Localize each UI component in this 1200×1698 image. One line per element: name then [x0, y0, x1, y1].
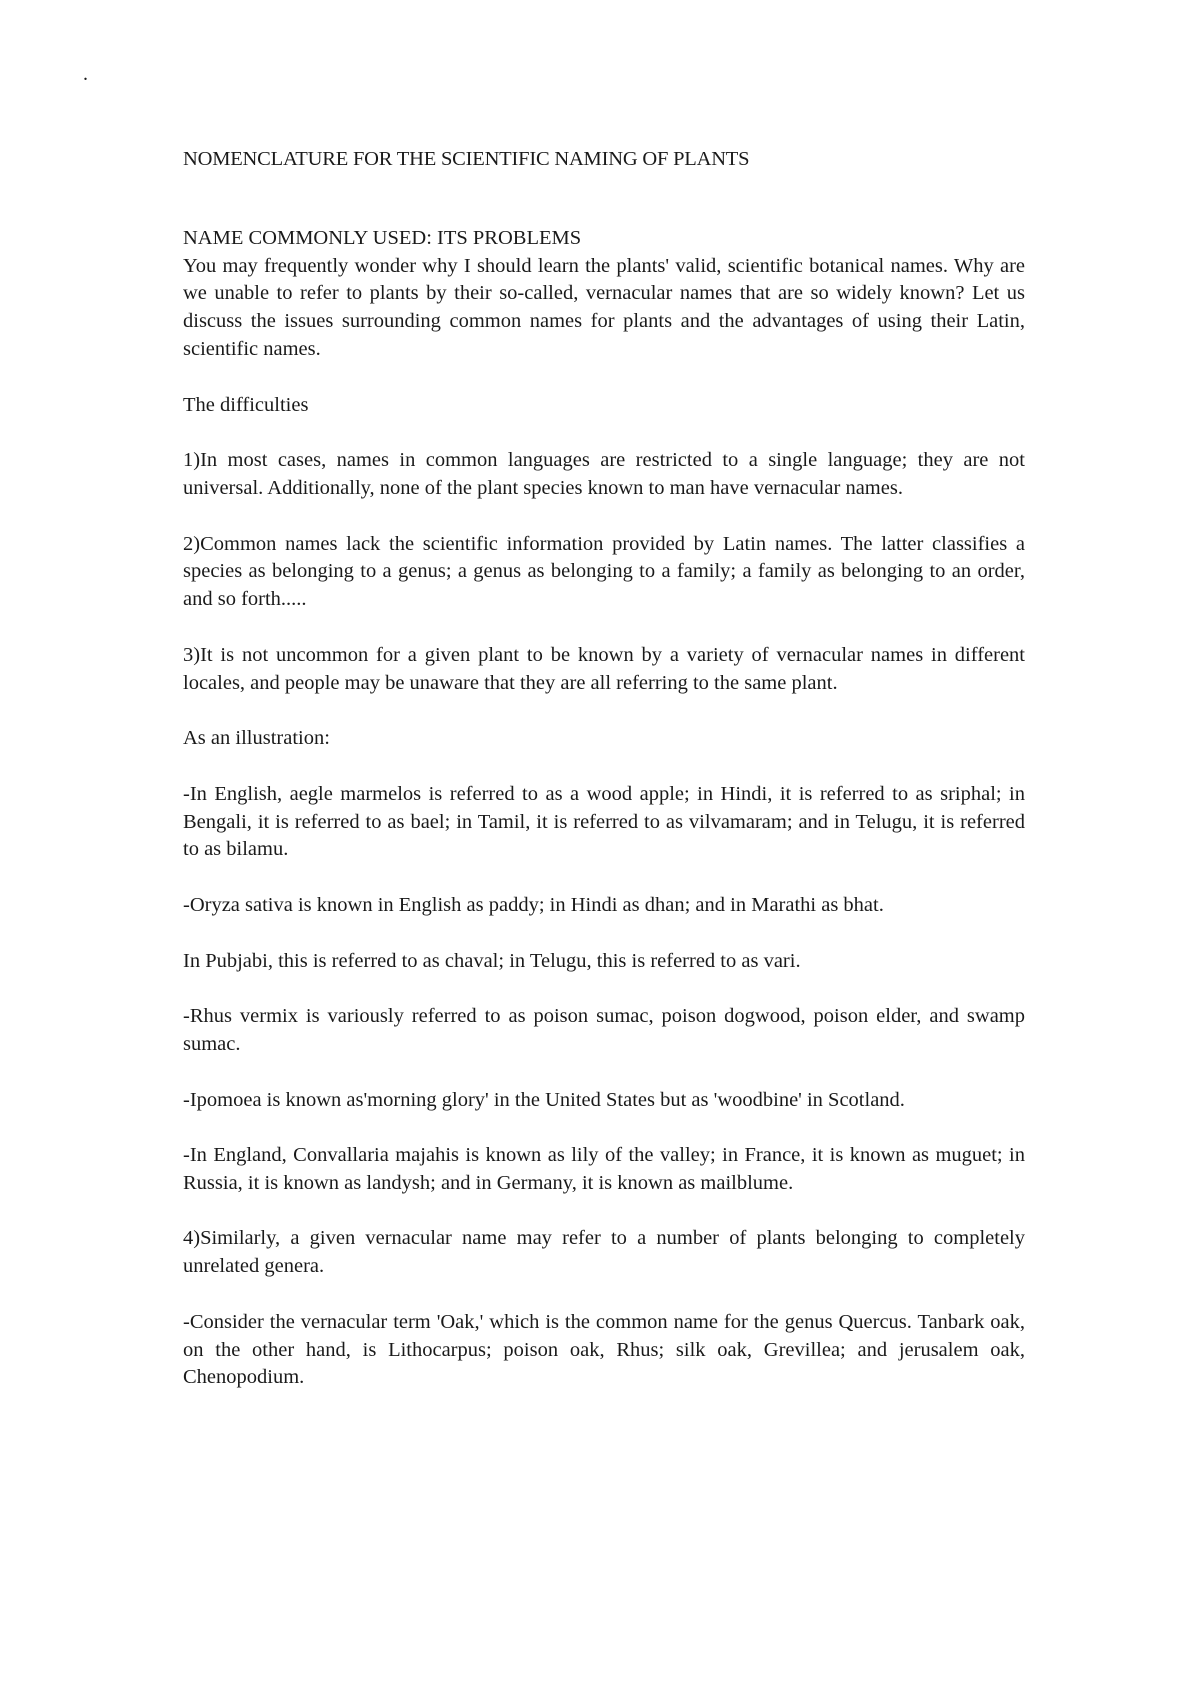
example-aegle-paragraph: -In English, aegle marmelos is referred to as a wood apple; in Hindi, it is referred to as sriphal; in Bengali, it is referred to as bael; in Tamil, it is referred to as vilvamaram; and in Telugu, it is referred to as bilamu. — [183, 782, 1025, 861]
document-body — [183, 146, 1025, 1392]
page-marker: . — [83, 63, 88, 85]
difficulties-label: The difficulties — [183, 393, 309, 416]
document-title: NOMENCLATURE FOR THE SCIENTIFIC NAMING OF PLANTS — [183, 148, 750, 170]
example-rhus-paragraph: -Rhus vermix is variously referred to as poison sumac, poison dogwood, poison elder, and swamp sumac. — [183, 1005, 1025, 1055]
intro-paragraph: You may frequently wonder why I should learn the plants' valid, scientific botanical names. Why are we unable to refer to plants by their so-called, vernacular names that are so widely known? Let us discuss the issues surrounding common names for plants and the advantages of using their Latin, scientific names. — [183, 254, 1025, 360]
example-oryza-paragraph: -Oryza sativa is known in English as paddy; in Hindi as dhan; and in Marathi as bhat. — [183, 893, 884, 916]
example-oryza-continued-paragraph: In Pubjabi, this is referred to as chaval; in Telugu, this is referred to as vari. — [183, 949, 801, 972]
point-2-paragraph: 2)Common names lack the scientific information provided by Latin names. The latter classifies a species as belonging to a genus; a genus as belonging to a family; a family as belonging to an order, and so forth..... — [183, 532, 1025, 611]
illustration-label: As an illustration: — [183, 727, 330, 750]
example-convallaria-paragraph: -In England, Convallaria majahis is known as lily of the valley; in France, it is known as muguet; in Russia, it is known as landysh; and in Germany, it is known as mailblume. — [183, 1144, 1025, 1194]
example-ipomoea-paragraph: -Ipomoea is known as'morning glory' in the United States but as 'woodbine' in Scotland. — [183, 1088, 905, 1111]
point-3-paragraph: 3)It is not uncommon for a given plant to be known by a variety of vernacular names in different locales, and people may be unaware that they are all referring to the same plant. — [183, 643, 1025, 694]
section-heading: NAME COMMONLY USED: ITS PROBLEMS — [183, 226, 582, 249]
point-4-paragraph: 4)Similarly, a given vernacular name may refer to a number of plants belonging to completely unrelated genera. — [183, 1227, 1025, 1278]
point-1-paragraph: 1)In most cases, names in common languages are restricted to a single language; they are not universal. Additionally, none of the plant species known to man have vernacular names. — [183, 449, 1025, 499]
example-oak-paragraph: -Consider the vernacular term 'Oak,' which is the common name for the genus Quercus. Tanbark oak, on the other hand, is Lithocarpus; poison oak, Rhus; silk oak, Grevillea; and jerusalem oak, Chenopodium. — [183, 1310, 1025, 1389]
